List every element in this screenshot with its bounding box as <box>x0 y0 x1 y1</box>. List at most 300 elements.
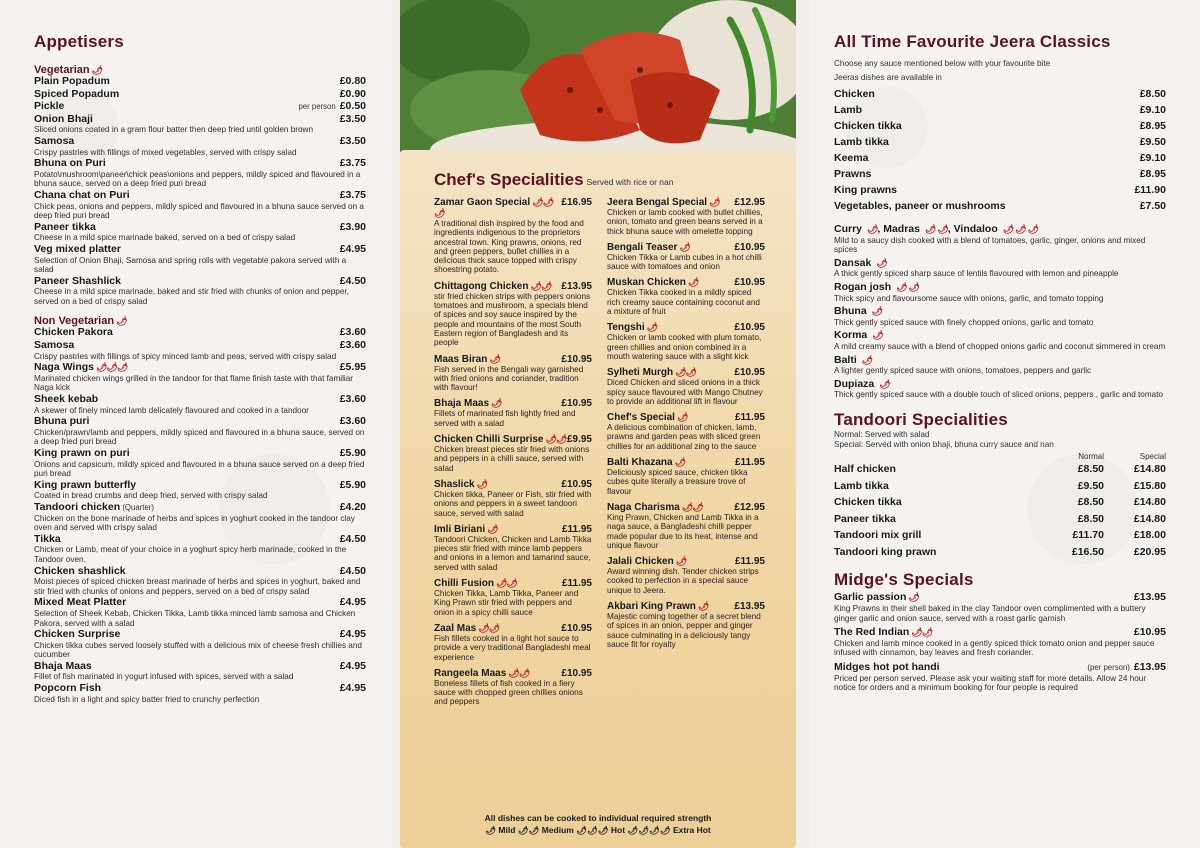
menu-item <box>34 683 366 704</box>
item-name <box>34 597 126 609</box>
menu-item-row <box>34 566 366 578</box>
item-price: £8.50 <box>1139 88 1166 100</box>
item-price <box>562 578 592 589</box>
item-price-text: £10.95 <box>734 322 765 334</box>
item-name: Prawns <box>834 168 872 180</box>
item-name-text: Tandoori chicken <box>34 500 121 513</box>
normal-price: £9.50 <box>1077 479 1104 492</box>
menu-item <box>607 601 765 649</box>
menu-item-row <box>607 322 765 333</box>
midges-specials-title: Midge's Specials <box>834 570 974 590</box>
menu-item-row <box>34 158 366 170</box>
item-name-text: Samosa <box>34 134 75 147</box>
item-price-text: £10.95 <box>561 398 592 410</box>
sauce-item <box>834 355 1166 376</box>
item-name <box>34 480 136 492</box>
chili-icon: 🌶 <box>676 412 688 423</box>
item-name-text: Sylheti Murgh <box>607 367 674 379</box>
item-price <box>340 683 366 695</box>
item-price <box>735 457 765 468</box>
item-name-text: Chicken Surprise <box>34 628 121 641</box>
item-name: King prawns <box>834 184 898 196</box>
item-name <box>607 412 687 423</box>
item-price-text: £3.90 <box>339 220 366 233</box>
menu-item-row <box>34 502 366 514</box>
item-description: Chicken on the bone marinade of herbs and spices in yoghurt cooked in the tandoor clay oven and served with crispy salad <box>34 513 355 533</box>
item-name: Keema <box>834 152 869 164</box>
menu-item <box>434 354 592 393</box>
chili-icon: 🌶 <box>116 316 127 327</box>
item-price-text: £4.50 <box>339 532 366 545</box>
sauce-description: A mild creamy sauce with a blend of chopped onions garlic and coconut simmered in cream <box>834 341 1166 351</box>
item-description: Marinated chicken wings grilled in the tandoor for that flame finish taste with that familiar Naga kick <box>34 373 354 393</box>
menu-item-row <box>607 367 765 378</box>
jeera-classics-title: All Time Favourite Jeera Classics <box>834 32 1111 51</box>
item-name: Tandoori king prawn <box>834 545 937 558</box>
special-header: Special <box>1139 451 1166 461</box>
tandoori-item <box>834 461 1166 478</box>
item-price <box>561 354 592 365</box>
item-price <box>567 434 592 445</box>
item-price: £8.95 <box>1139 168 1166 180</box>
menu-item-row <box>434 623 592 634</box>
chili-icon: 🌶 <box>876 257 887 268</box>
chili-icon: 🌶 <box>924 224 936 234</box>
item-name <box>434 354 500 365</box>
chili-icon: 🌶 <box>491 398 502 409</box>
item-price: £11.90 <box>1134 184 1166 196</box>
chili-icon: 🌶🌶 <box>911 627 933 638</box>
item-name: Chicken tikka <box>834 496 902 509</box>
item-name <box>607 556 686 567</box>
item-price-text: £4.95 <box>339 242 366 255</box>
item-description: A delicious combination of chicken, lamb, prawns and garden peas with sliced green chillies for an additional zing to the sauce <box>607 423 761 451</box>
item-name-text: Tikka <box>34 532 61 545</box>
item-name: Vegetables, paneer or mushrooms <box>834 200 1006 212</box>
item-price <box>562 524 592 535</box>
sauce-name-text: , Madras <box>877 223 923 235</box>
menu-item <box>34 89 366 101</box>
menu-item-row <box>607 197 765 208</box>
item-description: Crispy pastries with fillings of mixed vegetables, served with crispy salad <box>34 147 297 157</box>
item-name <box>607 367 696 378</box>
sauce-name <box>834 224 1166 236</box>
menu-item <box>434 197 592 275</box>
item-price-text: £0.80 <box>339 75 366 87</box>
item-name <box>834 592 919 604</box>
item-name-text: Imli Biriani <box>434 523 486 535</box>
item-name <box>607 457 685 468</box>
item-description: Chicken or lamb cooked with bullet chillies, onion, tomato and green beans served in a thick bhuna sauce with omelette topping <box>607 208 763 236</box>
item-description: Fillet of fish marinated in yogurt infused with spices, served with a salad <box>34 672 294 682</box>
chili-icon: 🌶 <box>675 556 687 567</box>
item-name: Lamb tikka <box>834 136 889 148</box>
menu-item <box>434 623 592 662</box>
item-name <box>607 197 720 208</box>
menu-item-row <box>607 277 765 288</box>
item-name-text: King prawn on puri <box>34 447 130 459</box>
chili-icon: 🌶 <box>866 224 878 234</box>
menu-item-row <box>834 662 1166 674</box>
sauce-item <box>834 224 1166 255</box>
menu-item-row <box>34 448 366 460</box>
appetisers-title: Appetisers <box>34 32 124 51</box>
chili-icon: 🌶 <box>1002 224 1014 234</box>
menu-item <box>607 502 765 550</box>
menu-item-row <box>434 668 592 679</box>
item-description: Chicken Tikka cooked in a mildly spiced rich creamy sauce containing coconut and a mixture of fruit <box>607 288 760 317</box>
item-price-text: £4.95 <box>339 628 366 641</box>
menu-item-row <box>34 89 366 101</box>
menu-item <box>607 367 765 406</box>
item-name-text: Zaal Mas <box>434 622 477 634</box>
menu-item-row <box>834 592 1166 604</box>
item-name-text: Balti Khazana <box>607 457 673 469</box>
menu-item <box>34 101 366 113</box>
item-name-text: Garlic passion <box>834 591 907 604</box>
item-price-text: £3.50 <box>339 112 366 125</box>
item-name <box>607 322 657 333</box>
item-name: Chicken tikka <box>834 120 902 132</box>
sauce-description: Thick spicy and flavoursome sauce with onions, garlic, and tomato topping <box>834 293 1104 303</box>
item-description: Priced per person served. Please ask your waiting staff for more details. Allow 24 hour notice for orders and a minimum booking for four people is required <box>834 673 1147 693</box>
tandoori-title: Tandoori Specialities <box>834 409 1008 429</box>
special-price: £15.80 <box>1133 479 1166 492</box>
item-price-text: £10.95 <box>561 622 592 634</box>
item-description: Chicken or lamb cooked with plum tomato, green chillies and onion combined in a mouth watering sauce with a slight kick <box>607 333 762 361</box>
jeera-item <box>834 182 1166 198</box>
menu-item <box>607 412 765 451</box>
item-name: Tandoori mix grill <box>834 529 922 542</box>
right-column <box>834 32 1166 697</box>
item-name-text: Chicken shashlick <box>34 564 126 577</box>
item-name-text: Bhaja Maas <box>34 659 92 672</box>
special-price: £14.80 <box>1133 512 1166 525</box>
item-price <box>340 276 366 288</box>
menu-item <box>607 242 765 272</box>
item-name <box>834 627 932 639</box>
item-price <box>340 89 366 101</box>
menu-item-row <box>434 398 592 409</box>
item-name-text: Mixed Meat Platter <box>34 596 127 609</box>
item-name <box>34 416 89 428</box>
item-price-text: £10.95 <box>1133 626 1166 639</box>
sauce-item <box>834 258 1166 279</box>
item-price <box>340 597 366 609</box>
item-description: Selection of Sheek Kebab, Chicken Tikka, Lamb tikka minced lamb samosa and Chicken Pakora, served with a salad <box>34 608 356 628</box>
chili-icon: 🌶 <box>871 306 883 317</box>
item-name-text: Akbari King Prawn <box>607 601 696 613</box>
menu-item <box>34 502 366 533</box>
chili-icon: 🌶 <box>487 523 498 534</box>
jeera-item <box>834 150 1166 166</box>
item-description: Boneless fillets of fish cooked in a fiery sauce with chopped green chillies onions and peppers <box>434 678 583 707</box>
menu-item <box>834 662 1166 693</box>
item-price <box>340 394 366 406</box>
midges-list <box>834 592 1166 692</box>
menu-item-row <box>34 629 366 641</box>
item-price-text: £0.50 <box>339 100 366 113</box>
item-name <box>34 661 92 673</box>
menu-item <box>34 448 366 479</box>
menu-item-row <box>607 601 765 612</box>
item-note: (Quarter) <box>120 502 154 512</box>
chili-icon: 🌶 <box>709 197 720 207</box>
menu-item-row <box>34 683 366 695</box>
chili-icon: 🌶🌶 <box>545 434 567 445</box>
jeera-intro-1: Choose any sauce mentioned below with your favourite bite <box>834 59 1051 68</box>
item-price <box>340 114 366 126</box>
item-name <box>34 683 101 695</box>
menu-item-row <box>34 190 366 202</box>
normal-price: £8.50 <box>1077 512 1104 525</box>
item-price-text: £11.95 <box>734 556 765 568</box>
tandoori-column-headers <box>834 452 1166 461</box>
item-price-text: £10.95 <box>561 353 592 365</box>
item-price <box>340 661 366 673</box>
item-price <box>340 136 366 148</box>
item-name <box>34 534 61 546</box>
item-price <box>340 480 366 492</box>
item-name <box>34 340 74 352</box>
item-name <box>34 114 93 126</box>
item-price-text: £3.75 <box>339 188 366 201</box>
menu-item-row <box>607 556 765 567</box>
item-description: Chicken tikka cubes served loosely stuffed with a delicious mix of cheese fresh chillies and cucumber <box>34 640 362 660</box>
jeera-item <box>834 134 1166 150</box>
item-note: (per person) <box>1087 663 1130 673</box>
item-description: stir fried chicken strips with peppers onions tomatoes and mushroom, a specials blend of spices and soy sauce inspired by the people and mountains of the most South Eastern region of Bangladesh and its people <box>434 291 591 348</box>
item-name <box>607 277 698 288</box>
jeera-item <box>834 118 1166 134</box>
chili-icon: 🌶🌶 <box>478 622 500 633</box>
item-description: Chicken/prawn/lamb and peppers, mildly spiced and flavoured in a bhuna sauce, served on a deep fried puri bread <box>34 427 365 447</box>
item-price-text: £3.60 <box>339 393 366 406</box>
item-name <box>434 398 501 409</box>
item-name-text: Chana chat on Puri <box>34 188 130 201</box>
item-name <box>34 502 158 514</box>
item-name <box>434 434 566 445</box>
menu-item <box>34 362 366 393</box>
tandoori-item <box>834 527 1166 544</box>
menu-item-row <box>34 327 366 339</box>
item-name-text: Onion Bhaji <box>34 112 93 125</box>
tandoori-item <box>834 478 1166 495</box>
item-name <box>34 448 130 460</box>
item-price-text: £4.95 <box>339 682 366 695</box>
chili-icon: 🌶 <box>91 65 103 75</box>
item-name <box>607 502 703 513</box>
item-description: Onions and capsicum, mildly spiced and flavoured in a bhuna sauce served on a deep fried puri bread <box>34 459 365 479</box>
menu-item-row <box>34 114 366 126</box>
item-description: Diced fish in a light and spicy batter fried to crunchy perfection <box>34 694 260 704</box>
non-vegetarian-list <box>34 327 366 704</box>
chefs-specialities-column-a <box>434 197 592 713</box>
item-name <box>834 662 940 674</box>
menu-item <box>607 322 765 361</box>
menu-item <box>434 281 592 348</box>
jeera-list <box>834 86 1166 214</box>
item-description: Cheese in a mild spice marinade, baked and stir fried with chunks of onion and pepper, served on a bed of crispy salad <box>34 287 349 306</box>
item-price <box>340 340 366 352</box>
item-price-text: £3.60 <box>339 339 366 352</box>
item-price <box>561 668 592 679</box>
tandoori-note-1: Normal: Served with salad <box>834 429 930 439</box>
menu-item <box>34 114 366 135</box>
sauce-name <box>834 379 1166 391</box>
jeera-intro-2: Jeeras dishes are available in <box>834 73 942 82</box>
special-price: £20.95 <box>1133 545 1166 558</box>
item-price-text: £3.60 <box>339 326 366 339</box>
item-name-text: Veg mixed platter <box>34 242 121 255</box>
menu-item <box>34 661 366 682</box>
vegetarian-list <box>34 76 366 306</box>
item-description: Tandoori Chicken, Chicken and Lamb Tikka pieces stir fried with mince lamb peppers and onions in a lemon and tamarind sauce, served with salad <box>434 534 592 572</box>
item-description: Chicken Tikka or Lamb cubes in a hot chilli sauce with tomatoes and onion <box>607 252 762 272</box>
item-name-text: Zamar Gaon Special <box>434 197 531 208</box>
item-price <box>340 362 366 374</box>
menu-item <box>434 479 592 518</box>
item-name <box>434 281 551 292</box>
item-price-text: £10.95 <box>561 667 592 679</box>
item-description: Chicken tikka, Paneer or Fish, stir fried with onions and peppers in a sweet tandoori sauce, served with salad <box>434 489 592 518</box>
item-name-text: Chittagong Chicken <box>434 280 529 292</box>
item-name <box>34 89 119 101</box>
chili-icon: 🌶 <box>908 592 919 603</box>
item-price <box>340 222 366 234</box>
menu-item <box>34 480 366 501</box>
item-price-text: £11.95 <box>734 412 765 424</box>
jeera-item <box>834 86 1166 102</box>
sauce-description: A lighter gently spiced sauce with onions, tomatoes, peppers and garlic <box>834 366 1092 376</box>
item-name <box>34 327 113 339</box>
sauce-item <box>834 306 1166 327</box>
menu-item <box>34 394 366 415</box>
menu-item-row <box>434 281 592 292</box>
menu-item <box>34 136 366 157</box>
food-photo <box>400 0 796 157</box>
menu-item-row <box>34 480 366 492</box>
item-name-text: Spiced Popadum <box>34 87 120 100</box>
chili-icon: 🌶🌶🌶 <box>96 362 128 373</box>
item-name-text: Muskan Chicken <box>607 277 686 289</box>
item-price <box>561 479 592 490</box>
item-price <box>561 281 592 292</box>
item-name-text: Popcorn Fish <box>34 682 102 695</box>
item-description: Award winning dish. Tender chicken strips cooked to perfection in a special sauce unique to Jeera. <box>607 567 759 595</box>
menu-item <box>607 556 765 595</box>
item-description: Chicken or Lamb, meat of your choice in a yoghurt spicy herb marinade, cooked in the Tandoor oven. <box>34 545 347 564</box>
item-name-text: Tengshi <box>607 322 645 334</box>
item-price <box>340 448 366 460</box>
menu-item <box>34 566 366 597</box>
item-name-text: Chicken Chilli Surprise <box>434 434 544 446</box>
item-name-text: Chef's Special <box>607 412 675 424</box>
item-name-text: Bhuna on Puri <box>34 157 106 170</box>
menu-item <box>34 534 366 565</box>
menu-item-row <box>34 534 366 546</box>
item-price <box>735 412 765 423</box>
item-price <box>561 197 592 208</box>
item-name: Half chicken <box>834 462 896 475</box>
menu-item-row <box>34 101 366 113</box>
menu-item <box>834 627 1166 658</box>
item-price <box>340 534 366 546</box>
item-name-text: Pickle <box>34 100 65 113</box>
item-name-text: Midges hot pot handi <box>834 661 940 674</box>
item-price-text: £13.95 <box>1133 591 1166 604</box>
item-price: £8.95 <box>1139 120 1166 132</box>
sauce-item <box>834 330 1166 351</box>
item-price <box>734 502 765 513</box>
normal-price: £11.70 <box>1072 529 1104 542</box>
item-price <box>340 158 366 170</box>
menu-item <box>34 416 366 447</box>
item-name: Chicken <box>834 88 875 100</box>
item-description: Majestic coming together of a secret blend of spices in an onion, pepper and ginger sauce culminating in a deliciously tangy sauce fit for royalty <box>607 612 761 649</box>
item-price-text: £12.95 <box>734 501 765 513</box>
chili-icon: 🌶🌶 <box>681 501 703 512</box>
item-price <box>340 327 366 339</box>
item-description: Chick peas, onions and peppers, mildly spiced and flavoured in a bhuna sauce served on a deep fried puri bread <box>34 201 364 221</box>
sauce-description: Thick gently spiced sauce with finely chopped onions, garlic and tomato <box>834 317 1094 327</box>
special-price: £14.80 <box>1133 496 1166 509</box>
menu-item <box>34 276 366 307</box>
item-price-text: £5.90 <box>339 478 366 491</box>
item-price <box>340 76 366 88</box>
item-name-text: Bengali Teaser <box>607 241 678 253</box>
menu-item-row <box>34 340 366 352</box>
appetisers-section <box>34 32 366 705</box>
item-price <box>340 416 366 428</box>
sauce-name <box>834 306 1166 318</box>
item-description: Crispy pastries with fillings of spicy minced lamb and peas, served with crispy salad <box>34 351 337 361</box>
item-name <box>34 76 110 88</box>
menu-item-row <box>34 362 366 374</box>
item-name <box>34 158 106 170</box>
item-name <box>434 578 517 589</box>
item-name <box>434 668 529 679</box>
item-name-text: Paneer tikka <box>34 220 96 233</box>
item-description: Potato\mushroom\paneer\chick peas\onions and peppers, mildly spiced and flavoured in a bhuna sauce, served on a deep fried puri bread <box>34 169 361 189</box>
item-name <box>34 629 120 641</box>
item-name-text: Jeera Bengal Special <box>607 197 708 208</box>
menu-item <box>834 592 1166 623</box>
item-description: King Prawn, Chicken and Lamb Tikka in a naga sauce, a Bangladeshi chilli pepper made popular due to its heat, intense and unique flavour <box>607 512 759 550</box>
tandoori-item <box>834 511 1166 528</box>
item-name <box>34 566 126 578</box>
item-name-text: King prawn butterfly <box>34 478 137 491</box>
item-name-text: Shaslick <box>434 478 475 490</box>
item-name <box>34 136 74 148</box>
sauce-name-text: Balti <box>834 353 860 366</box>
sauce-description: Mild to a saucy dish cooked with a blend of tomatoes, garlic, ginger, onions and mixed spices <box>834 235 1146 255</box>
item-price <box>340 502 366 514</box>
item-name-text: Paneer Shashlick <box>34 274 121 287</box>
menu-item-row <box>434 524 592 535</box>
item-price: £9.10 <box>1139 152 1166 164</box>
item-description: Deliciously spiced sauce, chicken tikka cubes quite literally a treasure trove of flavour <box>607 468 748 496</box>
item-name-text: Bhaja Maas <box>434 398 490 410</box>
chili-icon: 🌶🌶 <box>675 367 696 378</box>
chefs-specialities-column-b <box>607 197 765 655</box>
sauce-name-text: Curry <box>834 223 865 235</box>
menu-item <box>434 668 592 707</box>
normal-price: £8.50 <box>1077 462 1104 475</box>
item-price <box>1134 592 1166 604</box>
item-price-text: £4.95 <box>339 659 366 672</box>
chefs-specialities-title: Chef's Specialities <box>434 170 584 189</box>
